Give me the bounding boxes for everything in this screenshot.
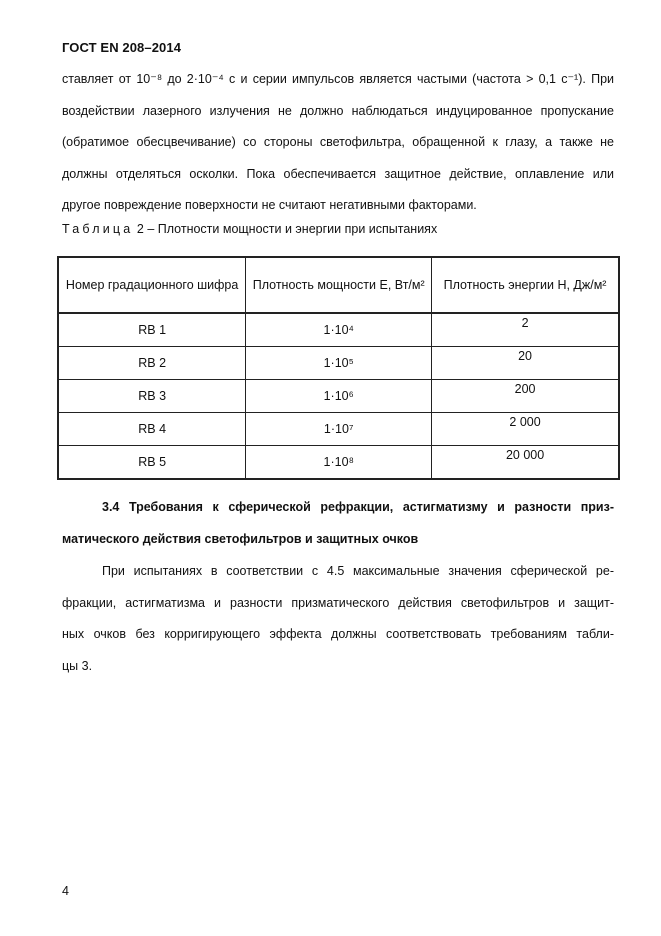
power-energy-table (57, 256, 620, 480)
paragraph-line: воздействии лазерного излучения не должно наблюдаться индуцированное пропускание (62, 103, 614, 118)
paragraph-line: фракции, астигматизма и разности призматического действия светофильтров и защит- (62, 595, 614, 610)
paragraph-line: ных очков без корригирующего эффекта должны соответствовать требованиям табли- (62, 627, 614, 641)
table-row (58, 347, 619, 380)
page-number: 4 (62, 884, 69, 898)
paragraph-line: должны отделяться осколки. Пока обеспечивается защитное действие, оплавление или (62, 166, 614, 181)
table-caption-text: 2 – Плотности мощности и энергии при испытаниях (133, 222, 438, 236)
table-header-row (58, 257, 619, 313)
cell-code: RB 3 (58, 380, 246, 413)
section-heading-line: матического действия светофильтров и защитных очков (62, 531, 419, 546)
cell-energy: 20 (432, 347, 619, 380)
cell-energy: 200 (432, 380, 619, 413)
cell-code: RB 1 (58, 313, 246, 347)
document-code-header: ГОСТ EN 208–2014 (62, 40, 182, 55)
cell-power: 1·10⁸ (246, 446, 432, 480)
table-row (58, 313, 619, 347)
paragraph-line: цы 3. (62, 658, 93, 673)
paragraph-line: ставляет от 10⁻⁸ до 2·10⁻⁴ с и серии импульсов является частыми (частота > 0,1 с⁻¹). При (62, 72, 614, 86)
cell-power: 1·10⁷ (246, 413, 432, 446)
header-cell-code: Номер градационного шифра (58, 257, 246, 313)
paragraph-test-requirements (62, 556, 614, 682)
paragraph-laser-requirements (62, 64, 614, 222)
cell-power: 1·10⁴ (246, 313, 432, 347)
paragraph-line: (обратимое обесцвечивание) со стороны светофильтра, обращенной к глазу, а также не (62, 135, 614, 149)
paragraph-line: другое повреждение поверхности не считают негативными факторами. (62, 198, 477, 212)
section-heading-line: 3.4 Требования к сферической рефракции, астигматизму и разности приз- (102, 500, 614, 514)
cell-code: RB 2 (58, 347, 246, 380)
table-row (58, 446, 619, 480)
cell-code: RB 4 (58, 413, 246, 446)
cell-energy: 20 000 (432, 446, 619, 480)
cell-code: RB 5 (58, 446, 246, 480)
cell-power: 1·10⁵ (246, 347, 432, 380)
table-row (58, 413, 619, 446)
cell-power: 1·10⁶ (246, 380, 432, 413)
header-cell-power: Плотность мощности E, Вт/м² (246, 257, 432, 313)
table-caption (62, 222, 437, 236)
section-heading-3-4 (62, 492, 614, 555)
paragraph-line: При испытаниях в соответствии с 4.5 максимальные значения сферической ре- (102, 564, 614, 578)
cell-energy: 2 (432, 313, 619, 347)
header-cell-energy: Плотность энергии H, Дж/м² (432, 257, 619, 313)
table-row (58, 380, 619, 413)
table-caption-word: Таблица (62, 222, 134, 236)
cell-energy: 2 000 (432, 413, 619, 446)
